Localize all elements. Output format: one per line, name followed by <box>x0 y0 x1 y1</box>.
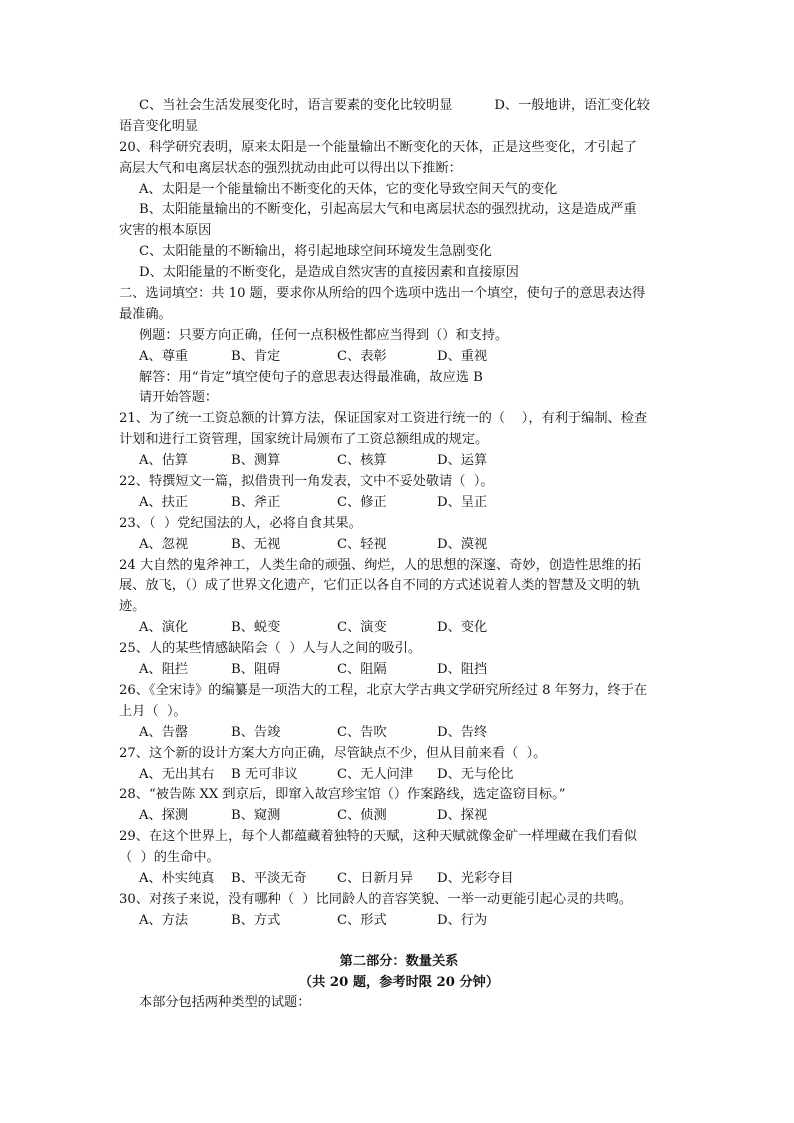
text-line: 最准确。 <box>119 306 172 322</box>
question-list <box>119 409 679 931</box>
question-text: 24 大自然的鬼斧神工，人类生命的顽强、绚烂，人的思想的深邃、奇妙，创造性思维的拓 <box>119 557 642 573</box>
option: A、估算 <box>139 453 189 469</box>
question-text: 27、这个新的设计方案大方向正确，尽管缺点不少，但从目前来看（ ）。 <box>119 745 547 761</box>
text-line: 请开始答题： <box>139 390 219 406</box>
answer-block <box>119 368 679 410</box>
question <box>119 681 679 744</box>
question-options <box>119 765 679 786</box>
option: C、阻隔 <box>337 662 387 678</box>
question-options <box>119 806 679 827</box>
option: A、忽视 <box>139 536 189 552</box>
option: D、探视 <box>437 808 488 824</box>
question-text: 30、对孩子来说，没有哪种（ ）比同龄人的音容笑貌、一举一动更能引起心灵的共鸣。 <box>119 891 633 907</box>
intro-block <box>119 96 679 347</box>
question-options <box>119 723 679 744</box>
option: B、窥测 <box>231 808 281 824</box>
option: B 无可非议 <box>231 766 298 782</box>
option: D、运算 <box>437 453 488 469</box>
text-line: 例题：只要方向正确，任何一点积极性都应当得到（）和支持。 <box>139 327 509 343</box>
option: D、变化 <box>437 620 488 636</box>
text-line: D、太阳能量的不断变化，是造成自然灾害的直接因素和直接原因 <box>139 265 519 281</box>
option: C、演变 <box>337 620 387 636</box>
question-options <box>119 451 679 472</box>
option: C、日新月异 <box>337 870 414 886</box>
section-subtitle: （共 20 题，参考时限 20 分钟） <box>298 974 500 990</box>
option: C、形式 <box>337 912 387 928</box>
text-line: A、太阳是一个能量输出不断变化的天体，它的变化导致空间天气的变化 <box>139 181 558 197</box>
option: C、表彰 <box>337 348 387 364</box>
text-line: 解答：用“肯定”填空使句子的意思表达得最准确，故应选 B <box>139 369 483 385</box>
question <box>119 785 679 827</box>
section-intro: 本部分包括两种类型的试题： <box>139 995 311 1011</box>
question <box>119 890 679 932</box>
option: D、告终 <box>437 724 488 740</box>
option: B、平淡无奇 <box>231 870 307 886</box>
option: B、方式 <box>231 912 281 928</box>
text-line: 语音变化明显 <box>119 118 199 134</box>
question-text: 25、人的某些情感缺陷会（ ）人与人之间的吸引。 <box>119 641 422 657</box>
option: A、尊重 <box>139 348 189 364</box>
option: B、阻碍 <box>231 662 281 678</box>
question-text: （ ）的生命中。 <box>119 850 220 866</box>
document-body <box>119 96 679 1014</box>
text-line: B、太阳能量输出的不断变化，引起高层大气和电离层状态的强烈扰动，这是造成严重 <box>139 202 637 218</box>
option: D、行为 <box>437 912 488 928</box>
option: D、漠视 <box>437 536 488 552</box>
question-text: 上月（ ）。 <box>119 703 187 719</box>
option: C、侦测 <box>337 808 387 824</box>
option: D、呈正 <box>437 494 488 510</box>
option: D、光彩夺目 <box>437 870 514 886</box>
question <box>119 827 679 890</box>
option: B、蜕变 <box>231 620 281 636</box>
question <box>119 514 679 556</box>
option: A、告罄 <box>139 724 189 740</box>
option: C、无人问津 <box>337 766 414 782</box>
option: C、轻视 <box>337 536 387 552</box>
option: A、无出其右 <box>139 766 215 782</box>
option: D、无与伦比 <box>437 766 514 782</box>
question-text: 28、“被告陈 XX 到京后，即窜入故宫珍宝馆（）作案路线，选定盗窃目标。” <box>119 787 566 803</box>
option: A、探测 <box>139 808 189 824</box>
question-options <box>119 535 679 556</box>
question <box>119 472 679 514</box>
option: A、扶正 <box>139 494 189 510</box>
section-title: 第二部分：数量关系 <box>339 953 459 969</box>
text-line: C、当社会生活发展变化时，语言要素的变化比较明显 D、一般地讲，语汇变化较 <box>139 98 650 113</box>
question-options <box>119 493 679 514</box>
text-line: 灾害的根本原因 <box>119 223 212 239</box>
example-options <box>119 347 679 368</box>
option: A、方法 <box>139 912 189 928</box>
option: A、朴实纯真 <box>139 870 215 886</box>
question-text: 展、放飞，（）成了世界文化遗产，它们正以各自不同的方式述说着人类的智慧及文明的轨 <box>119 578 640 594</box>
option: B、告竣 <box>231 724 281 740</box>
text-line: 高层大气和电离层状态的强烈扰动由此可以得出以下推断： <box>119 160 462 176</box>
option: B、无视 <box>231 536 281 552</box>
question <box>119 639 679 681</box>
text-line: C、太阳能量的不断输出，将引起地球空间环境发生急剧变化 <box>139 244 492 260</box>
question-options <box>119 869 679 890</box>
question <box>119 409 679 472</box>
option: A、演化 <box>139 620 189 636</box>
text-line: 20、科学研究表明，原来太阳是一个能量输出不断变化的天体，正是这些变化，才引起了 <box>119 139 637 155</box>
question-text: 23、（ ）党纪国法的人，必将自食其果。 <box>119 515 362 531</box>
option: C、核算 <box>337 453 387 469</box>
question-options <box>119 911 679 932</box>
question-options <box>119 660 679 681</box>
question-text: 21、为了统一工资总额的计算方法，保证国家对工资进行统一的（ ），有利于编制、检查 <box>119 411 648 427</box>
option: D、重视 <box>437 348 488 364</box>
option: B、斧正 <box>231 494 281 510</box>
question-text: 计划和进行工资管理，国家统计局颁布了工资总额组成的规定。 <box>119 432 489 448</box>
question-text: 22、特撰短文一篇，拟借贵刊一角发表，文中不妥处敬请（ ）。 <box>119 474 494 490</box>
option: A、阻拦 <box>139 662 189 678</box>
text-line: 二、选词填空：共 10 题，要求你从所给的四个选项中选出一个填空，使句子的意思表达得 <box>119 286 646 302</box>
question <box>119 744 679 786</box>
option: C、告吹 <box>337 724 387 740</box>
option: C、修正 <box>337 494 387 510</box>
option: B、肯定 <box>231 348 281 364</box>
question-text: 26、《全宋诗》的编纂是一项浩大的工程，北京大学古典文学研究所经过 8 年努力，终于在 <box>119 682 648 698</box>
option: B、测算 <box>231 453 281 469</box>
question-options <box>119 618 679 639</box>
question-text: 29、在这个世界上，每个人都蕴藏着独特的天赋，这种天赋就像金矿一样埋藏在我们看似 <box>119 829 637 845</box>
option: D、阻挡 <box>437 662 488 678</box>
question <box>119 556 679 640</box>
question-text: 迹。 <box>119 599 146 615</box>
